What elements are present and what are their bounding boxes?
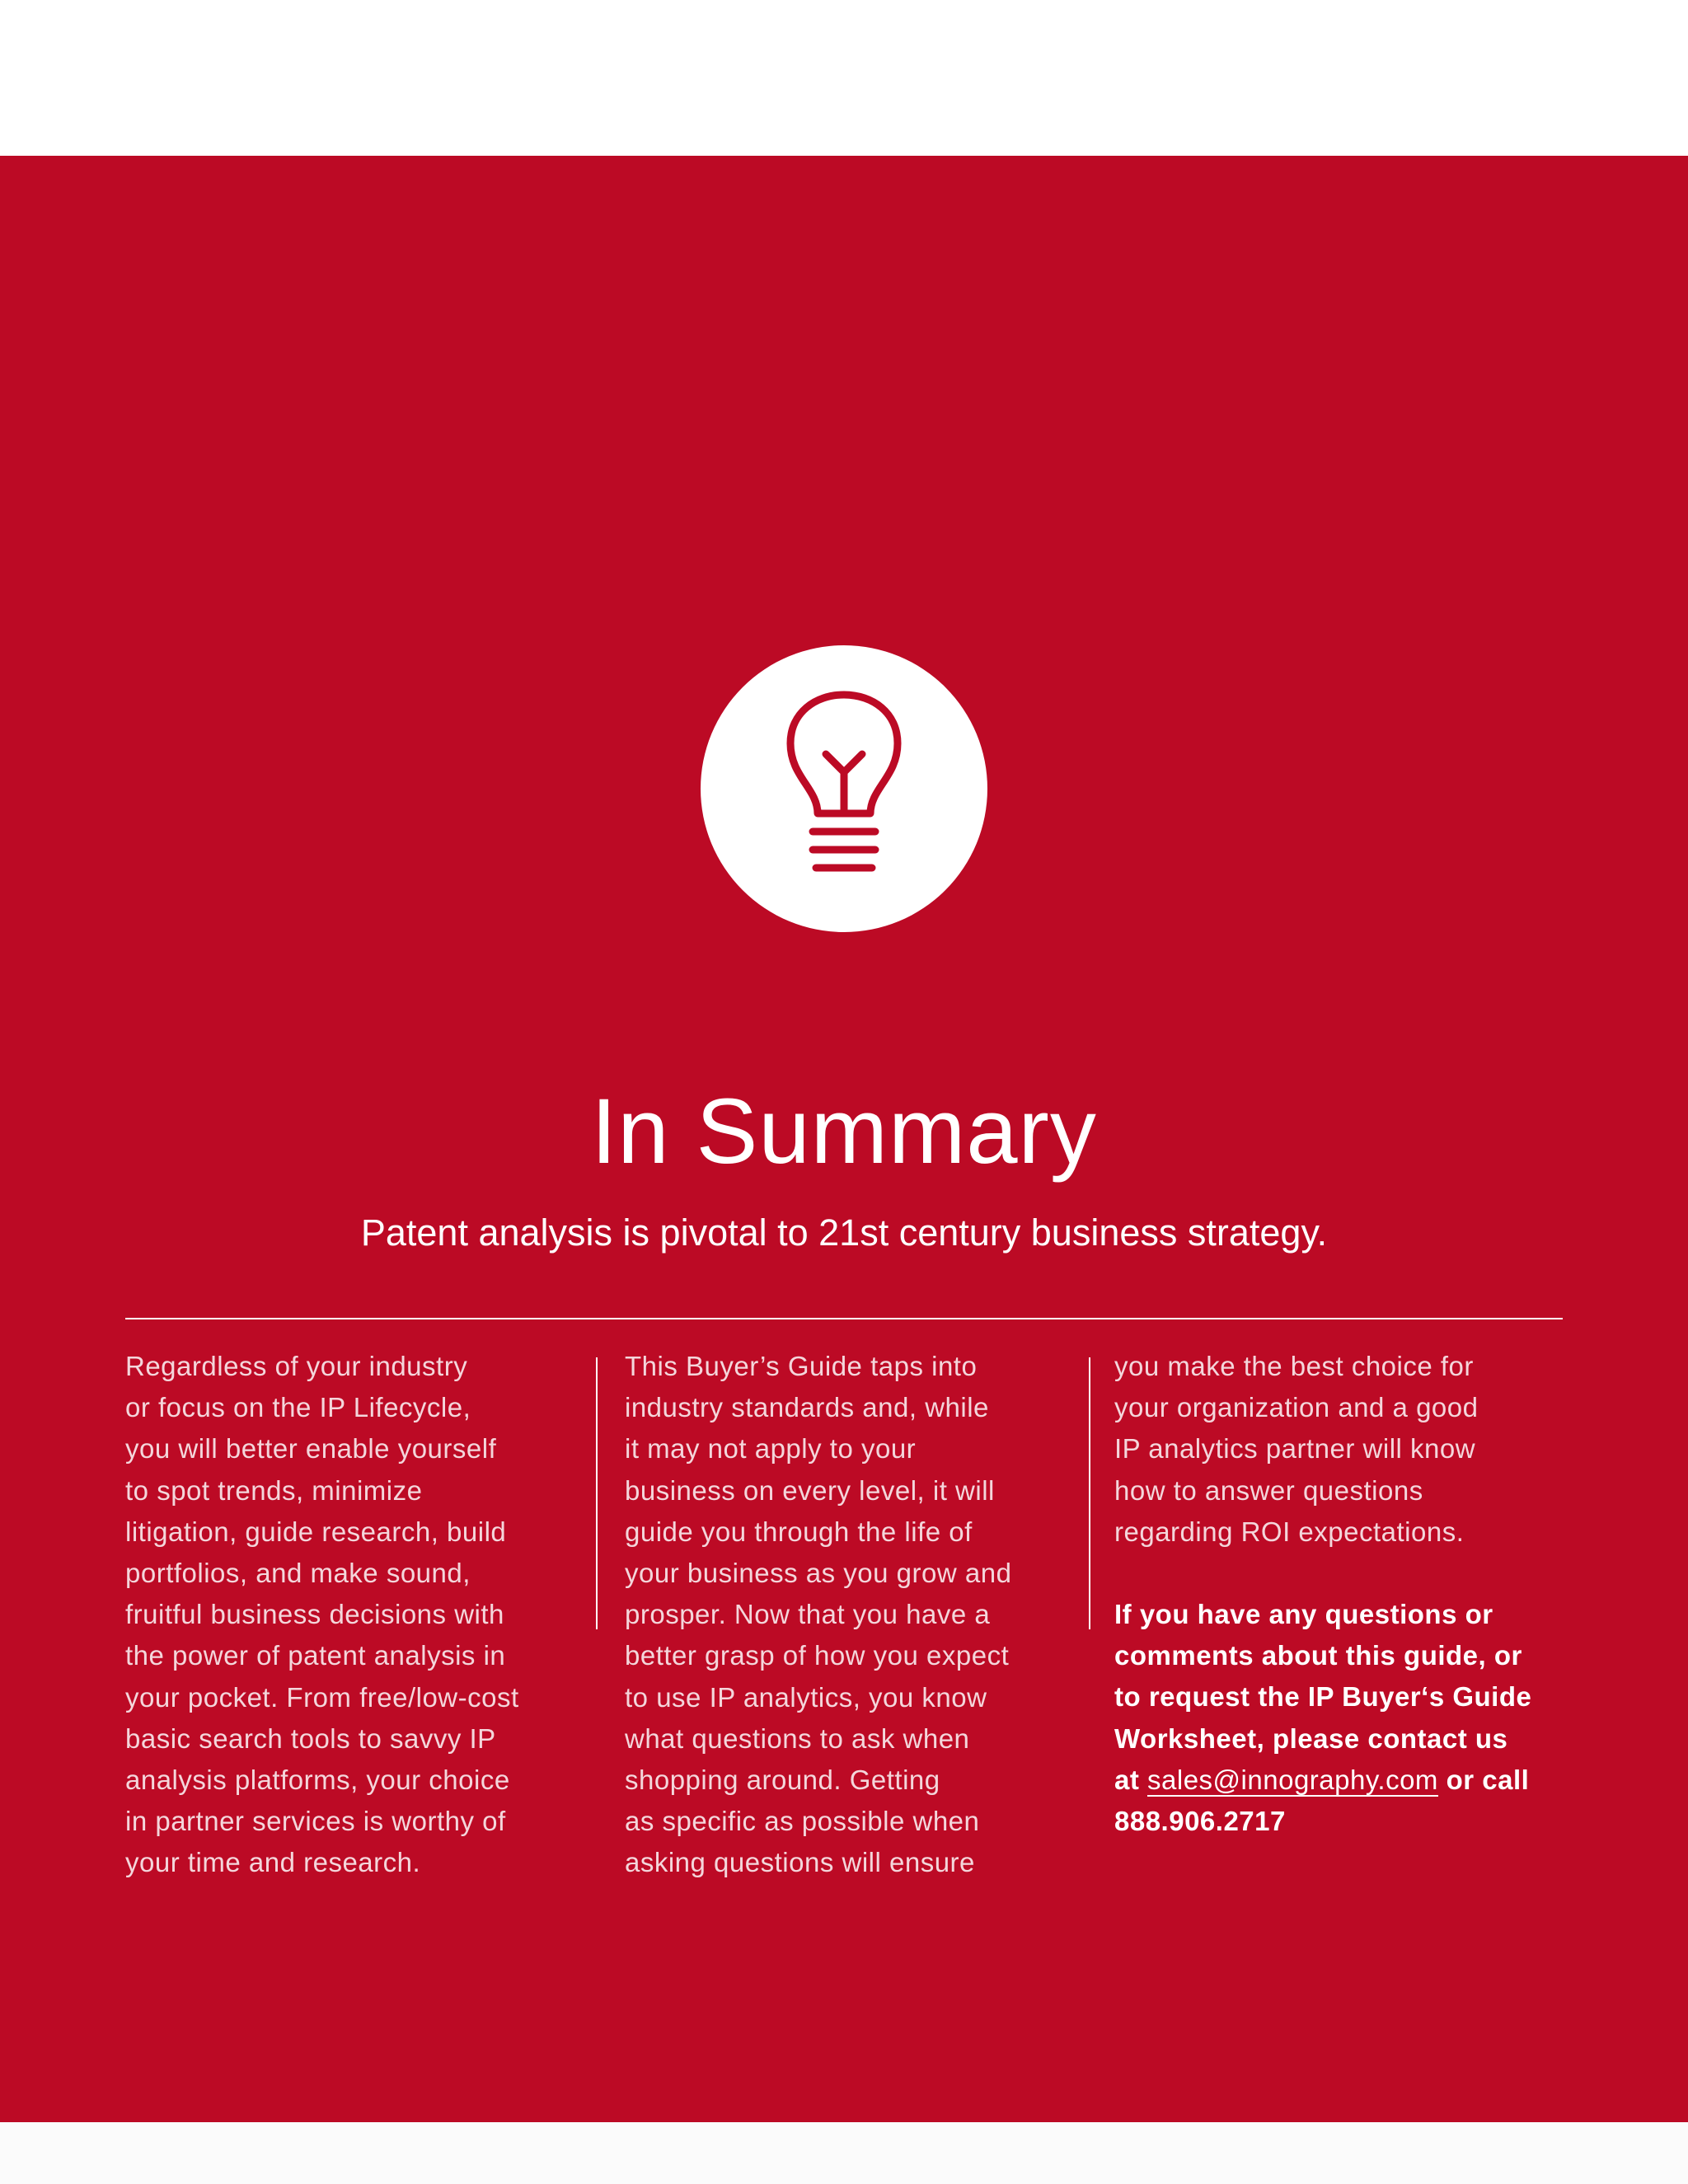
phone-number: 888.906.2717 — [1114, 1806, 1286, 1837]
lightbulb-badge — [701, 645, 987, 932]
column-1 — [125, 1346, 587, 1884]
contact-after-email: or call — [1437, 1764, 1530, 1795]
page-subtitle: Patent analysis is pivotal to 21st century business strategy. — [360, 1212, 1328, 1254]
page-title: In Summary — [591, 1080, 1097, 1183]
contact-callout — [1114, 1594, 1576, 1842]
summary-panel — [0, 156, 1688, 2122]
column-3-text: you make the best choice for your organization and a good IP analytics partner will know how to answer questions regarding ROI expectations. — [1114, 1351, 1479, 1547]
column-2-text: This Buyer’s Guide taps into industry standards and, while it may not apply to your business on every level, it will guide you through the life of your business as you grow and prosper. Now that you have a better grasp of how you expect to use IP analytics, you know what questions to ask when shopping around. Getting as specific as possible when asking questions will ensure — [625, 1351, 1012, 1878]
column-3 — [1114, 1346, 1576, 1842]
lightbulb-icon — [778, 690, 910, 888]
email-link[interactable]: sales@innography.com — [1147, 1764, 1438, 1795]
bottom-margin — [0, 2122, 1688, 2184]
column-1-text: Regardless of your industry or focus on the IP Lifecycle, you will better enable yourself to spot trends, minimize litigation, guide research, build portfolios, and make sound, fruitful business decisions with the power of patent analysis in your pocket. From free/low-cost basic search tools to savvy IP analysis platforms, your choice in partner services is worthy of your time and research. — [125, 1351, 519, 1878]
contact-text: If you have any questions or comments about this guide, or to request the IP Buyer‘s Guide Worksheet, please contact us at — [1114, 1599, 1532, 1795]
column-2 — [625, 1346, 1086, 1884]
vertical-divider-1 — [596, 1357, 598, 1629]
vertical-divider-2 — [1089, 1357, 1090, 1629]
horizontal-divider — [125, 1318, 1563, 1319]
